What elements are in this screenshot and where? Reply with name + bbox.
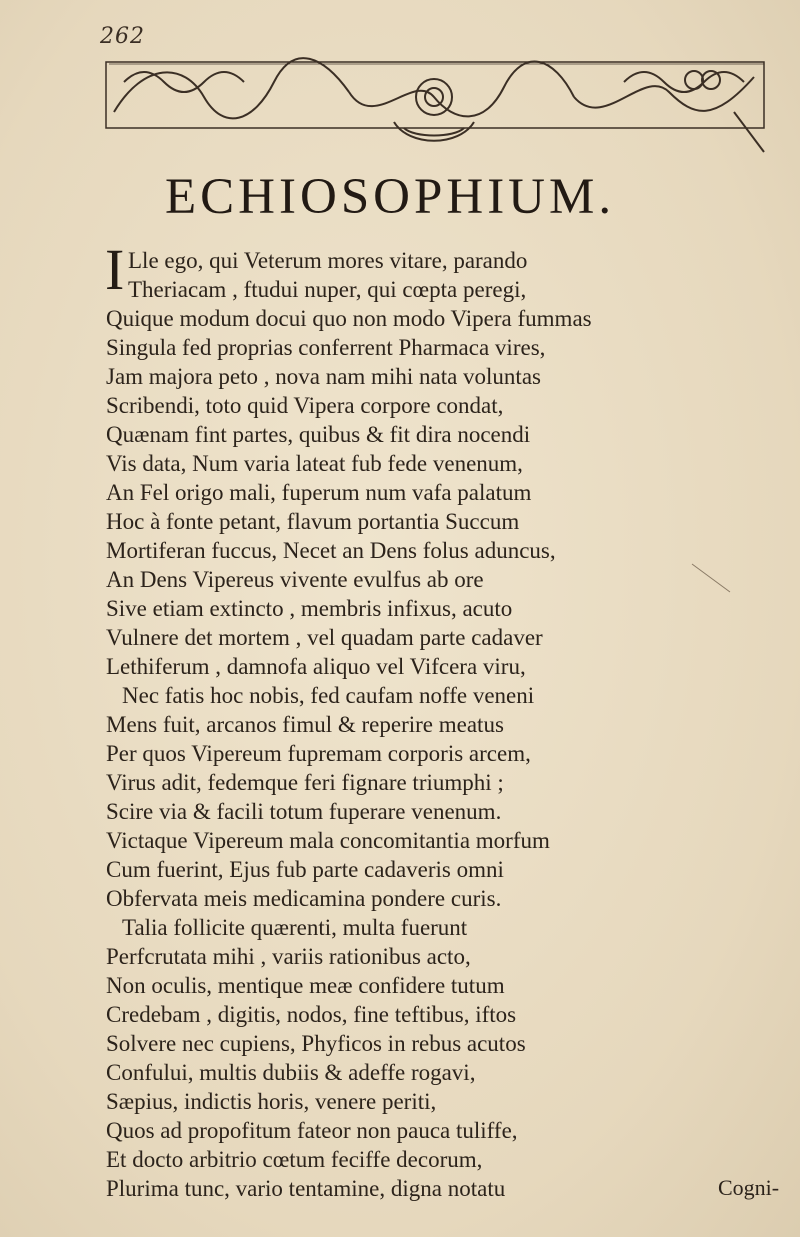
verse-line: Hoc à fonte petant, flavum portantia Succum bbox=[106, 509, 520, 534]
verse-line: Scribendi, toto quid Vipera corpore condat, bbox=[106, 393, 504, 418]
verse-line: Et docto arbitrio cœtum feciffe decorum, bbox=[106, 1147, 483, 1172]
verse-line: Obfervata meis medicamina pondere curis. bbox=[106, 886, 502, 911]
verse-line: An Dens Vipereus vivente evulfus ab ore bbox=[106, 567, 484, 592]
catchword: Cogni- bbox=[718, 1175, 780, 1200]
verse-line: Plurima tunc, vario tentamine, digna notatu bbox=[106, 1176, 506, 1201]
verse-line: Sæpius, indictis horis, venere periti, bbox=[106, 1089, 437, 1114]
pen-mark bbox=[690, 560, 740, 600]
verse-line: Cum fuerint, Ejus fub parte cadaveris omni bbox=[106, 857, 504, 882]
verse-line: Victaque Vipereum mala concomitantia morfum bbox=[106, 828, 550, 853]
verse-line: Theriacam , ftudui nuper, qui cœpta peregi, bbox=[128, 277, 527, 302]
verse-line: Singula fed proprias conferrent Pharmaca vires, bbox=[106, 335, 546, 360]
verse-line: Solvere nec cupiens, Phyficos in rebus acutos bbox=[106, 1031, 526, 1056]
verse-line: Lethiferum , damnofa aliquo vel Vifcera viru, bbox=[106, 654, 526, 679]
verse-line: Vulnere det mortem , vel quadam parte cadaver bbox=[106, 625, 543, 650]
verse-line: Vis data, Num varia lateat fub fede venenum, bbox=[106, 451, 523, 476]
verse-line: Lle ego, qui Veterum mores vitare, parando bbox=[128, 248, 528, 273]
verse-line: Perfcrutata mihi , variis rationibus acto, bbox=[106, 944, 471, 969]
page-number: 262 bbox=[100, 24, 145, 49]
verse-line: Virus adit, fedemque feri fignare triumphi ; bbox=[106, 770, 504, 795]
verse-line: Quos ad propofitum fateor non pauca tuliffe, bbox=[106, 1118, 518, 1143]
verse-line: Quænam fint partes, quibus & fit dira nocendi bbox=[106, 422, 531, 447]
page-title: ECHIOSOPHIUM. bbox=[165, 169, 616, 225]
verse-line: Per quos Vipereum fupremam corporis arcem, bbox=[106, 741, 531, 766]
verse-line: Confului, multis dubiis & adeffe rogavi, bbox=[106, 1060, 476, 1085]
verse-line: Mortiferan fuccus, Necet an Dens folus aduncus, bbox=[106, 538, 556, 563]
verse-line: Nec fatis hoc nobis, fed caufam noffe veneni bbox=[122, 683, 535, 708]
drop-cap: I bbox=[105, 237, 125, 302]
verse-line: An Fel origo mali, fuperum num vafa palatum bbox=[106, 480, 532, 505]
verse-line: Talia follicite quærenti, multa fuerunt bbox=[122, 915, 468, 940]
verse-line: Scire via & facili totum fuperare venenum. bbox=[106, 799, 502, 824]
verse-line: Quique modum docui quo non modo Vipera fummas bbox=[106, 306, 592, 331]
verse-line: Sive etiam extincto , membris infixus, acuto bbox=[106, 596, 513, 621]
verse-line: Mens fuit, arcanos fimul & reperire meatus bbox=[106, 712, 504, 737]
verse-line: Credebam , digitis, nodos, fine teftibus, iftos bbox=[106, 1002, 517, 1027]
verse-line: Non oculis, mentique meæ confidere tutum bbox=[106, 973, 505, 998]
headpiece-ornament bbox=[104, 52, 768, 160]
verse-line: Jam majora peto , nova nam mihi nata voluntas bbox=[106, 364, 541, 389]
